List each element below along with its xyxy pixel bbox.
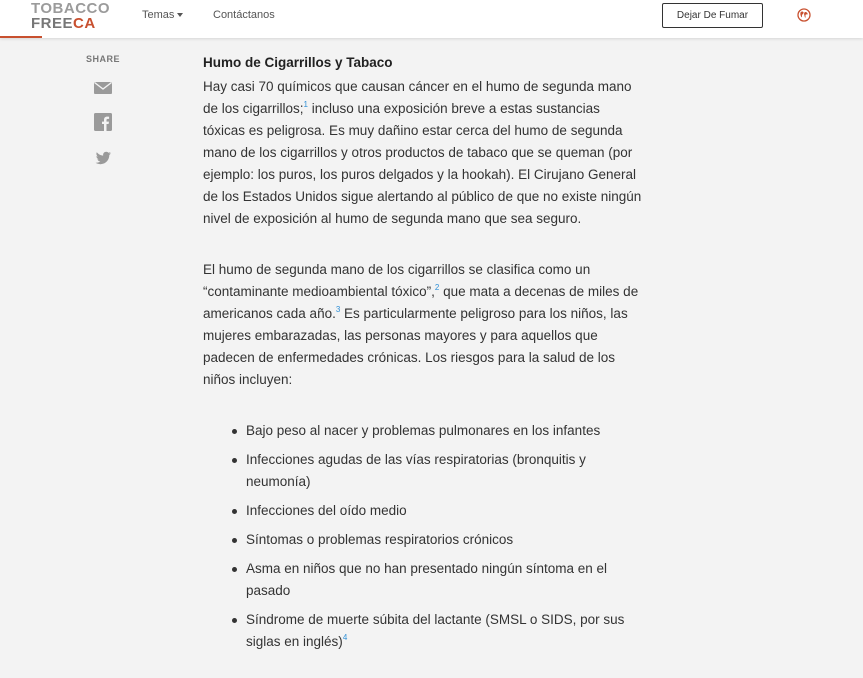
paragraph-text: incluso una exposición breve a estas sustancias tóxicas es peligrosa. Es muy dañino estar cerca del humo de segunda mano de los cigarrillos y otros productos de tabaco que se queman (por ejemplo: los puros, los puros delgados y la hookah). El Cirujano General de los Estados Unidos sigue alertando al público de que no existe ningún nivel de exposición al humo de segunda mano que sea seguro. [203, 101, 642, 226]
email-icon[interactable] [94, 79, 112, 97]
article [203, 54, 643, 660]
list-item-text: Síndrome de muerte súbita del lactante (SMSL o SIDS, por sus siglas en inglés) [246, 612, 625, 649]
logo-underline [0, 36, 42, 38]
list-item: Infecciones del oído medio [246, 500, 643, 522]
list-item [246, 609, 643, 653]
facebook-icon[interactable] [94, 113, 112, 131]
footnote-ref-3[interactable]: 3 [335, 305, 341, 314]
paragraph-text: Hay casi 70 químicos que causan cáncer en el humo de segunda mano de los cigarrillos; [203, 79, 632, 116]
list-item: Infecciones agudas de las vías respiratorias (bronquitis y neumonía) [246, 449, 643, 493]
nav-contact-link[interactable]: Contáctanos [213, 9, 275, 21]
site-logo[interactable] [31, 1, 110, 31]
nav-temas-dropdown[interactable] [142, 9, 183, 21]
article-paragraph-1 [203, 76, 643, 230]
article-paragraph-2 [203, 259, 643, 391]
quit-smoking-button[interactable]: Dejar De Fumar [662, 3, 763, 28]
footnote-ref-4[interactable]: 4 [342, 633, 348, 642]
twitter-icon[interactable] [94, 149, 112, 167]
nav-temas-label: Temas [142, 9, 175, 21]
logo-ca-text: CA [73, 15, 96, 32]
list-item: Síntomas o problemas respiratorios crónicos [246, 529, 643, 551]
paragraph-text: Es particularmente peligroso para los niños, las mujeres embarazadas, las personas mayores y para aquellos que padecen de enfermedades crónicas. Los riesgos para la salud de los niños incluyen: [203, 306, 628, 387]
logo-tobacco-text: TOBACCO [31, 0, 111, 17]
child-risks-list [203, 420, 643, 653]
site-header [0, 0, 863, 38]
share-label: SHARE [86, 54, 121, 64]
paragraph-text: que mata a decenas de miles de americanos cada año. [203, 284, 639, 321]
logo-free-text: FREE [31, 15, 74, 32]
logo-freeca-text [31, 16, 110, 31]
caret-down-icon [177, 13, 183, 17]
globe-language-icon[interactable] [797, 8, 811, 22]
list-item: Asma en niños que no han presentado ningún síntoma en el pasado [246, 558, 643, 602]
footnote-ref-1[interactable]: 1 [303, 100, 308, 109]
article-heading: Humo de Cigarrillos y Tabaco [203, 55, 393, 70]
paragraph-text: El humo de segunda mano de los cigarrillos se clasifica como un “contaminante medioambiental tóxico”, [203, 262, 591, 299]
list-item: Bajo peso al nacer y problemas pulmonares en los infantes [246, 420, 643, 442]
footnote-ref-2[interactable]: 2 [434, 283, 440, 292]
